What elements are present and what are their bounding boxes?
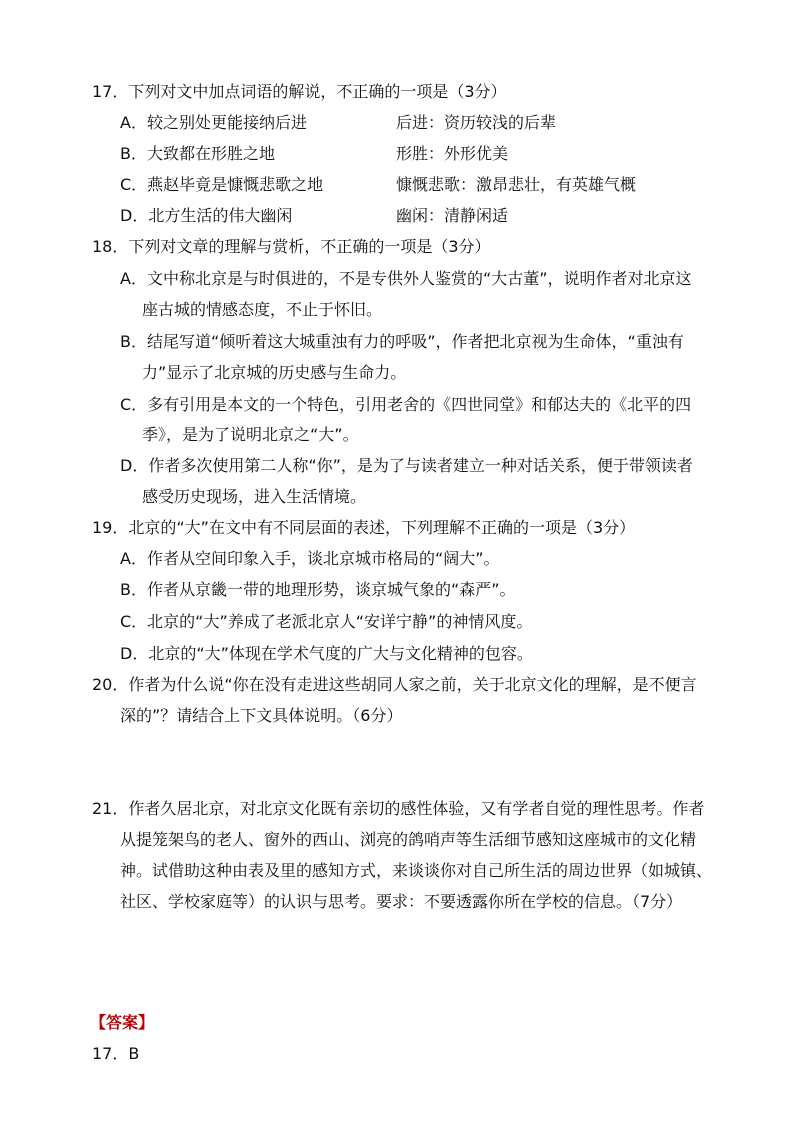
answer-17: 17．B: [92, 1044, 140, 1063]
q18-option-b-line2: 力”显示了北京城的历史感与生命力。: [142, 363, 407, 382]
q20-line2: 深的”？请结合上下文具体说明。（6分）: [120, 706, 403, 725]
q18-option-d-line2: 感受历史现场，进入生活情境。: [142, 487, 367, 506]
q20-line1: 20．作者为什么说“你在没有走进这些胡同人家之前，关于北京文化的理解，是不便言: [92, 675, 697, 694]
q17-option-d-term: D．北方生活的伟大幽闲: [120, 206, 293, 225]
q21-line1: 21．作者久居北京，对北京文化既有亲切的感性体验，又有学者自觉的理性思考。作者: [92, 799, 705, 818]
q18-stem: 18．下列对文章的理解与赏析，不正确的一项是（3分）: [92, 237, 491, 256]
q19-option-d: D．北京的“大”体现在学术气度的广大与文化精神的包容。: [120, 644, 533, 663]
q17-stem: 17．下列对文中加点词语的解说，不正确的一项是（3分）: [92, 82, 507, 101]
q21-line2: 从提笼架鸟的老人、窗外的西山、浏亮的鸽哨声等生活细节感知这座城市的文化精: [120, 830, 697, 849]
q21-line4: 社区、学校家庭等）的认识与思考。要求：不要透露你所在学校的信息。（7分）: [120, 892, 683, 911]
q17-option-a-explanation: 后进：资历较浅的后辈: [396, 113, 557, 132]
q17-option-b-explanation: 形胜：外形优美: [396, 144, 509, 163]
q19-option-c: C．北京的“大”养成了老派北京人“安详宁静”的神情风度。: [120, 612, 533, 631]
q19-option-b: B．作者从京畿一带的地理形势，谈京城气象的“森严”。: [120, 580, 516, 599]
q18-option-a-line2: 座古城的情感态度，不止于怀旧。: [142, 300, 383, 319]
q19-option-a: A．作者从空间印象入手，谈北京城市格局的“阔大”。: [120, 549, 500, 568]
q18-option-b-line1: B．结尾写道“倾听着这大城重浊有力的呼吸”，作者把北京视为生命体，“重浊有: [120, 332, 684, 351]
q17-option-c-term: C．燕赵毕竟是慷慨悲歌之地: [120, 175, 324, 194]
q19-stem: 19．北京的“大”在文中有不同层面的表述，下列理解不正确的一项是（3分）: [92, 518, 636, 537]
q17-option-a-term: A．较之别处更能接纳后进: [120, 113, 307, 132]
q17-option-d-explanation: 幽闲：清静闲适: [396, 206, 509, 225]
q21-line3: 神。试借助这种由表及里的感知方式，来谈谈你对自己所生活的周边世界（如城镇、: [120, 861, 713, 880]
q18-option-c-line1: C．多有引用是本文的一个特色，引用老舍的《四世同堂》和郁达夫的《北平的四: [120, 395, 692, 414]
q17-option-b-term: B．大致都在形胜之地: [120, 144, 275, 163]
q18-option-a-line1: A．文中称北京是与时俱进的，不是专供外人鉴赏的“大古董”，说明作者对北京这: [120, 269, 692, 288]
q18-option-d-line1: D．作者多次使用第二人称“你”，是为了与读者建立一种对话关系，便于带领读者: [120, 456, 693, 475]
answer-heading: 【答案】: [90, 1013, 155, 1032]
q18-option-c-line2: 季》，是为了说明北京之“大”。: [142, 425, 359, 444]
q17-option-c-explanation: 慷慨悲歌：激昂悲壮，有英雄气概: [396, 175, 637, 194]
